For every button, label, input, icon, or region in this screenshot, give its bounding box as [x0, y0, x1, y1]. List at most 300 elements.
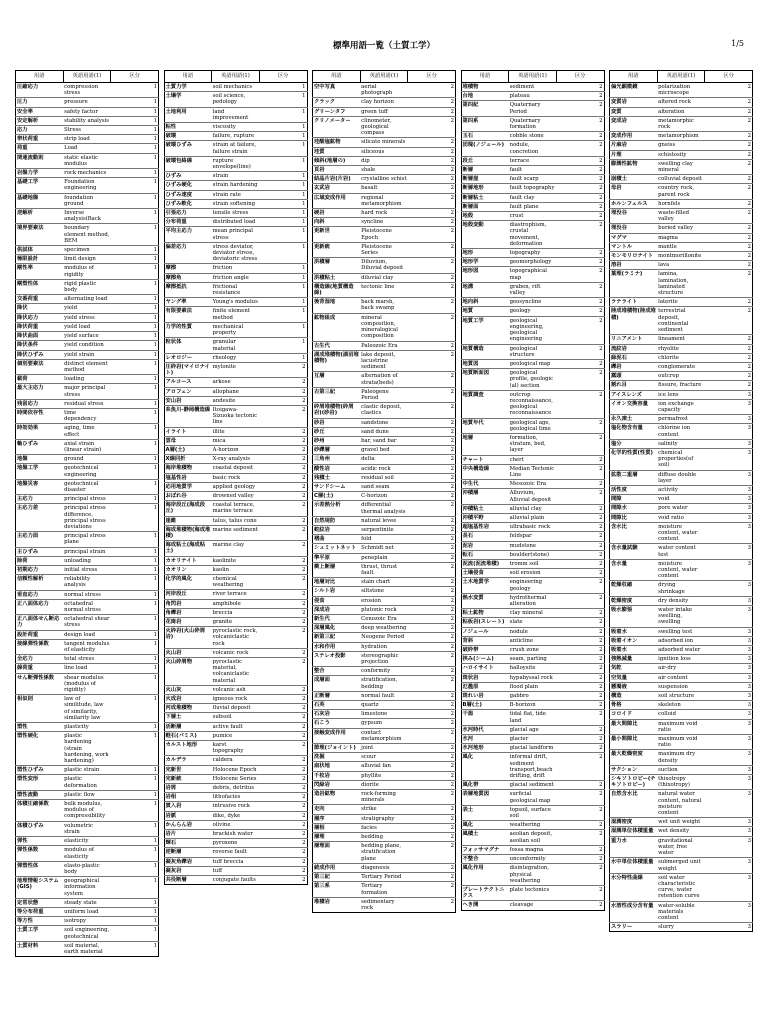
term-jp: 最小間隙比	[610, 735, 658, 750]
term-category: 2	[408, 464, 456, 473]
term-jp: 干潟	[461, 710, 509, 725]
header-english-term: 英語用語(1)	[657, 71, 705, 83]
term-en: clay mineral	[509, 609, 557, 618]
table-row	[16, 532, 159, 547]
term-jp: 割れ目	[610, 381, 658, 390]
table-row	[313, 578, 456, 587]
term-category: 2	[259, 695, 307, 704]
table-row	[610, 544, 753, 559]
term-jp: 塩化物含有量	[610, 424, 658, 439]
term-en: terrace	[509, 156, 557, 165]
term-en: octahedral normal stress	[63, 599, 111, 614]
term-category: 2	[408, 455, 456, 464]
term-en: major principal stress	[63, 384, 111, 399]
term-category: 2	[259, 590, 307, 599]
term-category: 2	[556, 298, 604, 307]
term-en: wet unit weight	[657, 818, 705, 827]
table-row	[16, 800, 159, 822]
term-category: 2	[259, 445, 307, 454]
term-en: lava	[657, 261, 705, 270]
term-category: 2	[556, 464, 604, 479]
table-row	[16, 169, 159, 178]
term-category: 2	[408, 138, 456, 147]
table-row	[313, 676, 456, 691]
term-category: 2	[408, 227, 456, 242]
term-en: yield load	[63, 322, 111, 331]
term-en: fold	[360, 535, 408, 544]
table-row	[16, 350, 159, 359]
term-category: 2	[556, 735, 604, 744]
term-category: 2	[556, 618, 604, 627]
term-jp: 陸成堆積物(陸成堆積)	[610, 307, 658, 335]
term-category: 2	[556, 569, 604, 578]
term-en: buried valley	[657, 224, 705, 233]
term-en: Alluvium, Alluvial deposit	[509, 489, 557, 504]
header-english-term: 英語用語(1)	[360, 71, 408, 83]
term-category: 1	[111, 116, 159, 125]
table-row	[16, 615, 159, 630]
term-jp: 新第三紀	[313, 633, 361, 642]
term-category: 2	[556, 627, 604, 636]
term-jp: 土壌学	[164, 92, 212, 107]
term-en: limestone	[360, 710, 408, 719]
term-category: 2	[408, 156, 456, 165]
table-row	[164, 839, 307, 848]
term-category: 2	[705, 233, 753, 242]
term-category: 3	[705, 790, 753, 818]
term-en: arkose	[212, 378, 260, 387]
term-jp: 接線弾性係数	[16, 639, 64, 654]
term-en: stress deviator, deviator stress, deviatoric stress	[212, 242, 260, 264]
term-jp: 弾塑性体	[16, 861, 64, 876]
term-jp: 正断層	[313, 691, 361, 700]
term-jp: 主応力	[16, 495, 64, 504]
table-row	[164, 876, 307, 885]
table-row	[313, 805, 456, 814]
term-category: 2	[259, 627, 307, 649]
term-en: fossa magna	[509, 845, 557, 854]
term-en: andesite	[212, 396, 260, 405]
term-category: 1	[111, 495, 159, 504]
term-category: 2	[408, 578, 456, 587]
term-en: failure, rupture	[212, 132, 260, 141]
term-category: 2	[259, 482, 307, 491]
term-jp: 河成堆積物	[164, 704, 212, 713]
term-en: soil water characteristic curve, water retention curve	[657, 873, 705, 901]
table-row	[164, 590, 307, 599]
term-jp: ハロイサイト	[461, 664, 509, 673]
term-jp: 剛性率	[16, 264, 64, 279]
table-row	[313, 436, 456, 445]
term-jp: 境界要素法	[16, 224, 64, 246]
term-jp: 完新統	[164, 774, 212, 783]
term-en: informal drift, sediment transport,beach drifting, drift	[509, 753, 557, 781]
table-row	[461, 569, 604, 578]
table-row	[610, 298, 753, 307]
term-category: 2	[408, 418, 456, 427]
term-category: 1	[111, 107, 159, 116]
term-category: 2	[408, 771, 456, 780]
table-header-row	[461, 71, 604, 83]
term-category: 1	[259, 273, 307, 282]
term-en: safety factor	[63, 107, 111, 116]
term-category: 2	[556, 725, 604, 734]
table-row	[164, 704, 307, 713]
term-category: 2	[259, 876, 307, 885]
term-en: clay horizon	[360, 98, 408, 107]
table-row	[461, 864, 604, 886]
term-jp: 相似則	[16, 695, 64, 723]
term-category: 2	[705, 335, 753, 344]
term-category: 2	[408, 83, 456, 98]
table-row	[610, 923, 753, 932]
term-en: volcanic rock	[212, 648, 260, 657]
term-en: topography	[509, 249, 557, 258]
table-row	[164, 482, 307, 491]
term-category: 2	[556, 550, 604, 559]
term-category: 2	[556, 864, 604, 886]
term-category: 3	[705, 923, 753, 932]
term-jp: 地層	[461, 433, 509, 455]
term-en: deep weathering	[361, 625, 407, 632]
term-category: 2	[556, 166, 604, 175]
term-en: chemical weathering	[212, 574, 260, 589]
term-en: Tertiary Period	[360, 873, 408, 882]
term-category: 2	[556, 664, 604, 673]
term-jp: 転石	[461, 550, 509, 559]
table-row	[313, 166, 456, 175]
term-en: tidal flat, tide land	[509, 710, 557, 725]
term-category: 2	[705, 381, 753, 390]
table-row	[313, 147, 456, 156]
term-category: 1	[111, 83, 159, 98]
term-jp: イライト	[164, 427, 212, 436]
term-en: geological age, geological time	[509, 418, 557, 433]
term-jp: 破壊	[164, 132, 212, 141]
term-en: marine sediment	[212, 525, 260, 540]
term-en: mantle	[657, 242, 705, 251]
term-en: adsorbed water	[657, 646, 705, 655]
table-row	[461, 550, 604, 559]
term-jp: 断層地形	[461, 184, 509, 193]
term-en: talus, talus cone	[212, 516, 260, 525]
term-en: total stress	[63, 655, 111, 664]
term-category: 2	[408, 209, 456, 218]
table-row	[16, 399, 159, 408]
table-row	[16, 295, 159, 304]
term-jp: 関連流動則	[16, 153, 64, 168]
term-jp: 火砕岩(火山砕屑岩)	[164, 627, 212, 649]
term-en: bar, sand bar	[360, 436, 408, 445]
term-jp: 玉石	[461, 132, 509, 141]
table-row	[313, 516, 456, 525]
term-category: 2	[408, 790, 456, 805]
term-jp: 珪酸塩鉱物	[313, 138, 361, 147]
term-jp: 雲母	[164, 436, 212, 445]
table-row	[461, 369, 604, 391]
table-row	[164, 353, 307, 362]
term-category: 1	[111, 295, 159, 304]
term-category: 2	[408, 553, 456, 562]
term-jp: 深成岩	[313, 605, 361, 614]
term-jp: 粘板岩(スレート)	[461, 618, 509, 627]
term-jp: 表層地質図	[461, 790, 509, 805]
table-row	[313, 780, 456, 789]
term-en: principal stress plane	[63, 532, 111, 547]
term-category: 1	[111, 821, 159, 836]
term-jp: 不整合	[461, 855, 509, 864]
table-row	[610, 424, 753, 439]
term-en: bedding plane, stratification plane	[360, 842, 408, 864]
term-jp: 弾性係数	[16, 846, 64, 861]
term-jp: X線回折	[164, 455, 212, 464]
term-category: 2	[705, 353, 753, 362]
table-row	[610, 199, 753, 208]
term-jp: 地形	[461, 249, 509, 258]
term-en: karst topography	[212, 741, 260, 756]
term-jp: 海成堆積物(海成堆積)	[165, 526, 211, 539]
term-category: 1	[111, 98, 159, 107]
table-row	[610, 581, 753, 596]
table-row	[313, 624, 456, 633]
table-row	[164, 298, 307, 307]
term-en: distributed load	[212, 218, 260, 227]
table-row	[16, 861, 159, 876]
table-row	[313, 535, 456, 544]
term-category: 3	[705, 415, 753, 424]
term-en: sandstone	[360, 418, 408, 427]
term-category: 3	[705, 719, 753, 734]
term-category: 2	[705, 307, 753, 335]
term-category: 2	[705, 242, 753, 251]
term-en: drowned valley	[212, 491, 260, 500]
term-jp: 貫入岩	[164, 802, 212, 811]
term-jp: 段丘	[461, 156, 509, 165]
table-row	[16, 255, 159, 264]
table-row	[610, 818, 753, 827]
term-en: regional metamorphism	[360, 193, 408, 208]
term-en: moisture content, water content	[657, 559, 705, 581]
term-jp: A層(土)	[164, 445, 212, 454]
table-row	[16, 723, 159, 732]
term-en: alluvial fan	[360, 762, 408, 771]
table-row	[16, 673, 159, 695]
term-en: yield strain	[63, 350, 111, 359]
table-row	[610, 107, 753, 116]
term-jp: 風化作用	[461, 864, 509, 886]
term-category: 2	[408, 166, 456, 175]
table-row	[461, 489, 604, 504]
table-row	[164, 784, 307, 793]
table-row	[164, 685, 307, 694]
table-row	[610, 858, 753, 873]
term-jp: 残積土	[313, 473, 361, 482]
term-jp: 水和作用	[313, 642, 361, 651]
term-en: ground	[63, 455, 111, 464]
table-row	[164, 445, 307, 454]
table-row	[610, 513, 753, 522]
term-jp: 岩相	[164, 793, 212, 802]
term-en: strike	[360, 805, 408, 814]
header-category: 区分	[259, 71, 307, 83]
term-jp: 沖積層	[461, 489, 509, 504]
term-en: Stress	[63, 126, 111, 135]
table-row	[164, 501, 307, 516]
term-en: A-horizon	[212, 445, 260, 454]
term-jp: 沖積粘土	[461, 504, 509, 513]
table-row	[16, 926, 159, 941]
term-category: 2	[705, 372, 753, 381]
table-row	[610, 827, 753, 836]
table-row	[610, 372, 753, 381]
term-en: olivine	[212, 820, 260, 829]
term-jp: 地層対比	[313, 578, 361, 587]
term-category: 2	[408, 544, 456, 553]
term-jp: 層序	[313, 814, 361, 823]
table-row	[313, 116, 456, 138]
term-category: 2	[556, 830, 604, 845]
term-en: Mesozoic Era	[509, 480, 557, 489]
term-jp: 摩擦	[164, 264, 212, 273]
term-category: 2	[556, 344, 604, 359]
header-category: 区分	[408, 71, 456, 83]
term-en: hornfels	[657, 199, 705, 208]
term-category: 2	[408, 403, 456, 418]
term-category: 3	[705, 858, 753, 873]
table-row	[610, 790, 753, 818]
term-en: hydrothermal alteration	[509, 593, 557, 608]
table-row	[313, 771, 456, 780]
term-en: modulus of elasticity	[63, 846, 111, 861]
term-en: glacial landform	[509, 744, 557, 753]
term-en: pressure	[63, 98, 111, 107]
term-en: design load	[63, 630, 111, 639]
term-category: 2	[556, 593, 604, 608]
table-row	[16, 178, 159, 193]
term-jp: 吸着水	[610, 627, 658, 636]
term-category: 2	[408, 147, 456, 156]
term-en: applied geology	[212, 482, 260, 491]
table-row	[164, 599, 307, 608]
term-jp: 斑状岩	[461, 673, 509, 682]
term-en: friction angle	[212, 273, 260, 282]
term-category: 2	[705, 344, 753, 353]
term-category: 2	[705, 150, 753, 159]
term-jp: 破壊ひずみ	[164, 141, 212, 156]
term-jp: 線荷重	[16, 664, 64, 673]
table-row	[461, 504, 604, 513]
term-jp: 凝灰岩	[164, 866, 212, 875]
term-en: thrust, thrust fault	[360, 562, 408, 577]
term-jp: 閃緑岩	[313, 780, 361, 789]
term-en: colloid	[657, 710, 705, 719]
table-row	[313, 242, 456, 257]
term-jp: 地形学	[461, 258, 509, 267]
term-category: 1	[259, 307, 307, 322]
term-jp: カルスト地形	[164, 741, 212, 756]
table-row	[461, 202, 604, 211]
term-jp: 長石	[461, 532, 509, 541]
term-en: water content test	[657, 544, 705, 559]
term-category: 2	[259, 378, 307, 387]
term-category: 2	[556, 692, 604, 701]
term-en: stratigraphy	[360, 814, 408, 823]
table-row	[164, 181, 307, 190]
term-en: seam, parting	[509, 655, 557, 664]
term-jp: 花崗岩	[164, 618, 212, 627]
table-row	[461, 175, 604, 184]
term-en: drying shrinkage	[657, 581, 705, 596]
term-en: topsoil, surface soil	[509, 805, 557, 820]
term-jp: 土地利用	[164, 107, 212, 122]
term-category: 1	[111, 322, 159, 331]
term-jp: おぼれ谷	[164, 491, 212, 500]
term-jp: 変質	[610, 107, 658, 116]
term-jp: フォッサマグナ	[461, 845, 509, 854]
term-en: maximum void ratio	[657, 719, 705, 734]
term-en: feldspar	[509, 532, 557, 541]
term-category: 1	[111, 615, 159, 630]
term-en: mylonite	[212, 362, 260, 377]
term-category: 3	[705, 559, 753, 581]
term-en: reliability analysis	[63, 575, 111, 590]
term-jp: 個別要素法	[16, 359, 64, 374]
term-en: brackish water	[212, 830, 260, 839]
term-jp: 古生代	[313, 341, 361, 350]
term-jp: B層(土)	[461, 701, 509, 710]
table-row	[461, 116, 604, 131]
term-jp: 土壌侵食	[461, 569, 509, 578]
term-category: 2	[556, 559, 604, 568]
term-en: normal fault	[360, 691, 408, 700]
term-category: 1	[259, 322, 307, 337]
term-jp: 超塩基性岩	[461, 523, 509, 532]
table-row	[610, 399, 753, 414]
table-row	[461, 701, 604, 710]
term-category: 3	[705, 682, 753, 691]
term-category: 2	[408, 719, 456, 728]
term-en: distinct element method	[63, 359, 111, 374]
table-row	[164, 199, 307, 208]
term-jp: アロフェン	[164, 387, 212, 396]
header-term: 用語	[16, 71, 64, 83]
term-category: 1	[111, 408, 159, 423]
term-category: 1	[111, 532, 159, 547]
table-row	[610, 836, 753, 858]
term-category: 2	[556, 316, 604, 344]
term-en: activity	[657, 485, 705, 494]
table-row	[313, 596, 456, 605]
term-category: 2	[705, 298, 753, 307]
table-row	[313, 455, 456, 464]
term-en: swelling test	[657, 627, 705, 636]
table-row	[164, 209, 307, 218]
table-row	[164, 190, 307, 199]
term-jp: 片理	[610, 150, 658, 159]
term-category: 1	[259, 199, 307, 208]
term-jp: 角礫岩	[164, 608, 212, 617]
term-jp: 分布荷重	[164, 218, 212, 227]
term-category: 3	[705, 470, 753, 485]
term-en: skeleton	[657, 701, 705, 710]
term-en: air-dry	[657, 664, 705, 673]
term-jp: 海岸段丘(海成段丘)	[164, 501, 212, 516]
term-category: 3	[705, 664, 753, 673]
term-category: 2	[556, 267, 604, 282]
term-jp: 塑性硬化	[16, 732, 64, 766]
table-row	[461, 559, 604, 568]
term-category: 2	[556, 504, 604, 513]
